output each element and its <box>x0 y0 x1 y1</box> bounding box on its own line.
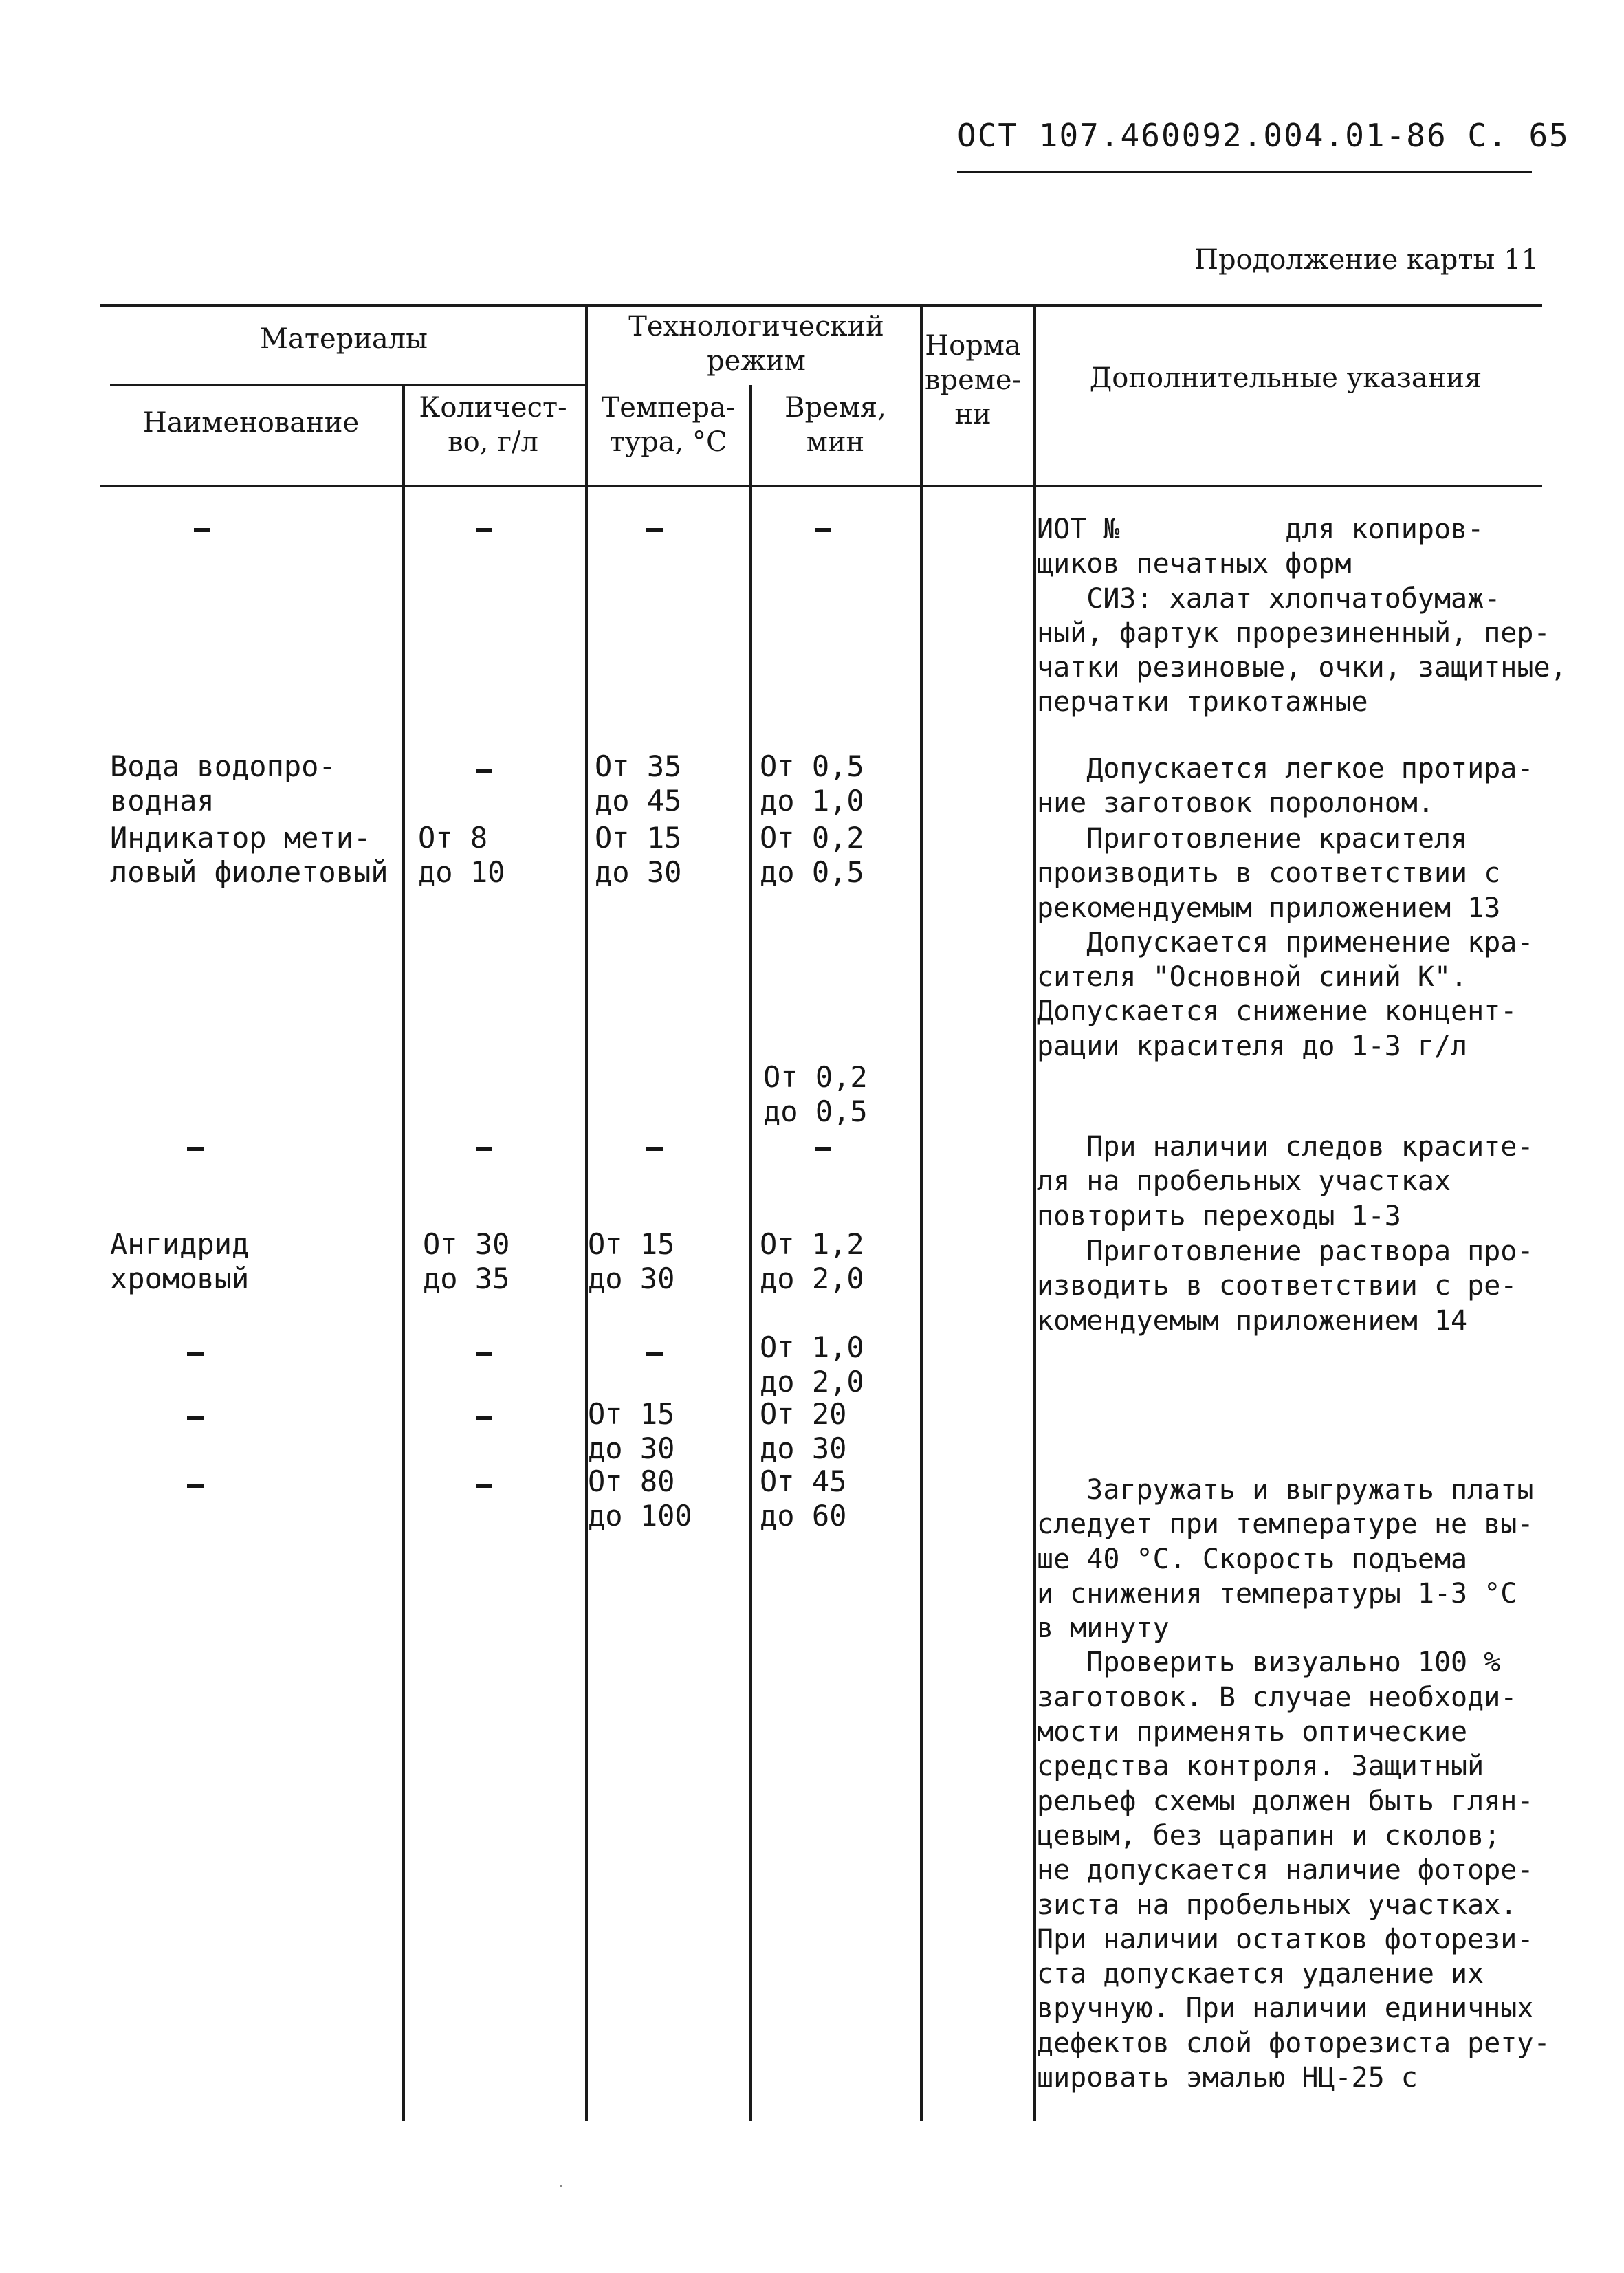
scan-speck <box>560 2185 562 2187</box>
temperature-value: От 35 до 45 <box>595 749 682 817</box>
col-divider-5 <box>1033 304 1036 2121</box>
dash-mark <box>476 1484 492 1488</box>
dash-mark <box>646 1147 663 1151</box>
time-value: От 45 до 60 <box>760 1464 847 1533</box>
document-code: ОСТ 107.460092.004.01-86 С. 65 <box>957 117 1570 154</box>
dash-mark <box>476 1416 492 1420</box>
header-quantity: Количест-во, г/л <box>419 392 567 458</box>
temperature-value: От 80 до 100 <box>588 1464 692 1533</box>
dash-mark <box>476 1147 492 1151</box>
temperature-value: От 15 до 30 <box>588 1227 675 1295</box>
note-loading: Загружать и выгружать платы следует при температуре не вы- ше 40 °С. Скорость подъема и снижения температуры 1-3 °С в минуту Проверить визуально 100 % заготовок. В случае необходи- мости применять оптические средства контроля. Защитный рельеф схемы должен быть глян- цевым, без царапин и сколов; не допускается наличие фоторе- зиста на пробельных участках. При наличии остатков фоторези- ста допускается удаление их вручную. При наличии единичных дефектов слой фоторезиста рету- шировать эмалью НЦ-25 с <box>1037 1474 1550 2094</box>
temperature-value: От 15 до 30 <box>588 1397 675 1465</box>
table-top-border <box>100 304 1542 307</box>
dash-mark <box>194 528 210 532</box>
temperature-value: От 15 до 30 <box>595 821 682 889</box>
material-name: Вода водопро- водная <box>110 749 336 817</box>
dash-mark <box>476 769 492 773</box>
note-wiping: Допускается легкое протира- ние заготовок поролоном. <box>1037 753 1534 820</box>
time-value: От 0,5 до 1,0 <box>760 749 864 817</box>
header-temperature: Темпера-тура, °С <box>601 392 736 458</box>
header-time-norm: Норма време-ни <box>924 330 1022 430</box>
note-dye: Приготовление красителя производить в соответствии с рекомендуемым приложением 13 Допускается применение кра- сителя "Основной синий К". Допускается снижение концент- рации красителя до 1-3 г/л <box>1037 823 1534 1062</box>
header-tech-mode: Технологический режим <box>628 311 884 377</box>
dash-mark <box>187 1416 204 1420</box>
dash-mark <box>187 1352 204 1356</box>
time-value: От 0,2 до 0,5 <box>763 1060 868 1128</box>
time-value: От 20 до 30 <box>760 1397 847 1465</box>
col-divider-3 <box>749 385 752 2121</box>
header-additional: Дополнительные указания <box>1089 362 1482 394</box>
dash-mark <box>646 1352 663 1356</box>
header-materials: Материалы <box>260 323 428 355</box>
quantity-value: От 8 до 10 <box>418 821 505 889</box>
dash-mark <box>815 1147 831 1151</box>
dash-mark <box>476 528 492 532</box>
materials-header-rule <box>110 384 587 386</box>
note-solution: Приготовление раствора про- изводить в соответствии с ре- комендуемым приложением 14 <box>1037 1236 1534 1337</box>
col-divider-1 <box>402 385 405 2121</box>
dash-mark <box>476 1352 492 1356</box>
col-divider-4 <box>920 304 923 2121</box>
note-safety: ИОТ № для копиров- щиков печатных форм СИЗ: халат хлопчатобумаж- ный, фартук прорезиненный, пер- чатки резиновые, очки, защитные, перчатки трикотажные <box>1037 514 1567 718</box>
dash-mark <box>646 528 663 532</box>
time-value: От 0,2 до 0,5 <box>760 821 864 889</box>
time-value: От 1,2 до 2,0 <box>760 1227 864 1295</box>
note-repeat: При наличии следов красите- ля на пробельных участках повторить переходы 1-3 <box>1037 1131 1534 1232</box>
continuation-label: Продолжение карты 11 <box>1194 244 1539 276</box>
dash-mark <box>187 1484 204 1488</box>
material-name: Ангидрид хромовый <box>110 1227 250 1295</box>
time-value: От 1,0 до 2,0 <box>760 1330 864 1398</box>
header-name: Наименование <box>142 407 360 439</box>
header-bottom-border <box>100 485 1542 487</box>
col-divider-2 <box>585 304 588 2121</box>
dash-mark <box>815 528 831 532</box>
header-rule <box>957 171 1532 173</box>
dash-mark <box>187 1147 204 1151</box>
header-time: Время, мин <box>784 392 886 458</box>
material-name: Индикатор мети- ловый фиолетовый <box>110 821 388 889</box>
quantity-value: От 30 до 35 <box>423 1227 510 1295</box>
